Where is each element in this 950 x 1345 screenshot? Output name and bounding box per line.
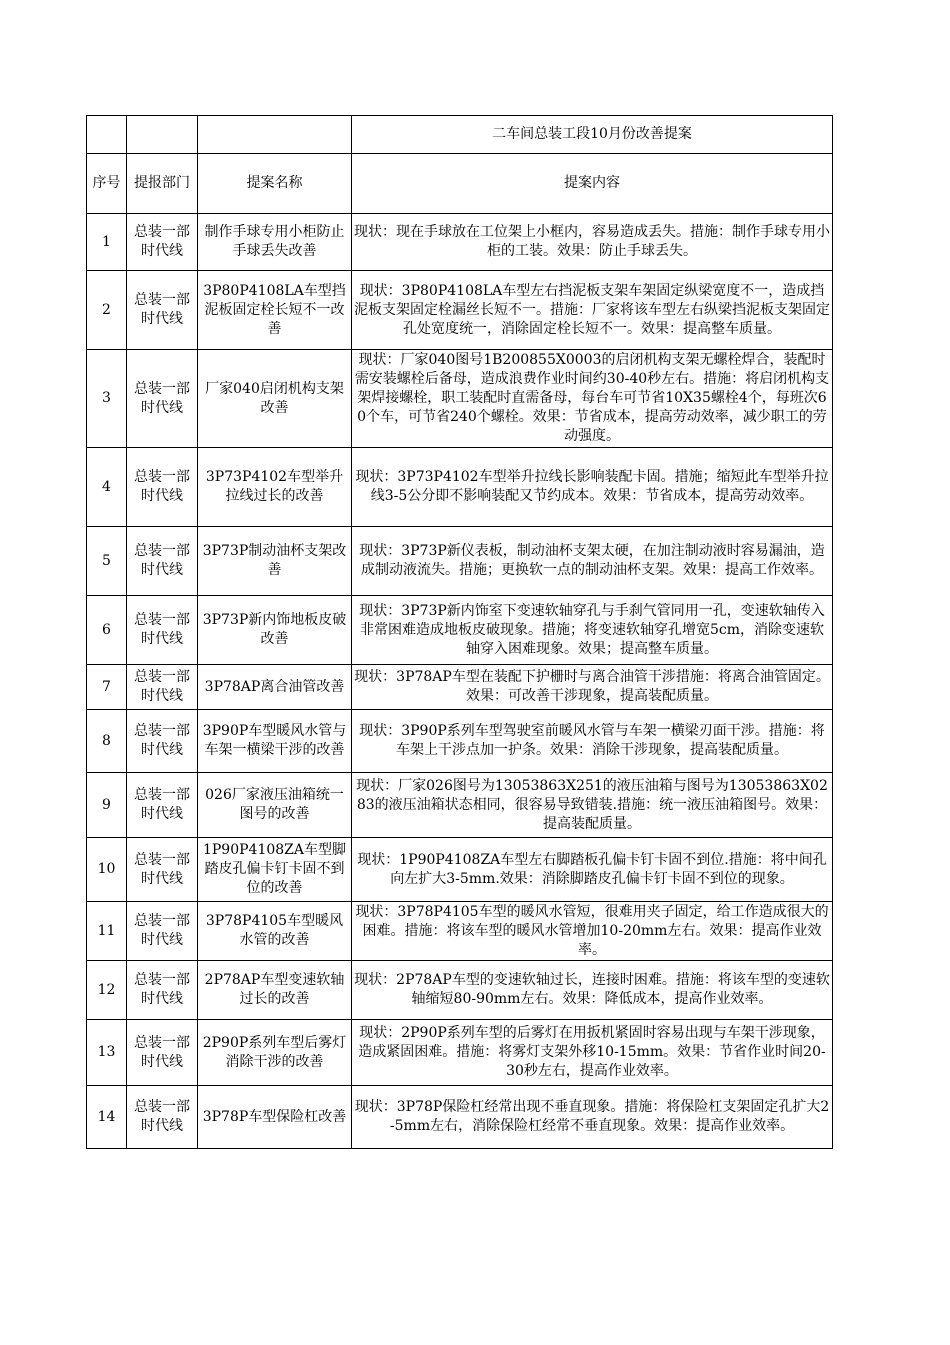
blank-cell (127, 116, 198, 154)
cell-dept: 总装一部时代线 (127, 1020, 198, 1086)
blank-cell (198, 116, 352, 154)
cell-dept: 总装一部时代线 (127, 902, 198, 961)
table-title: 二车间总装工段10月份改善提案 (352, 116, 833, 154)
cell-content: 现状：3P73P新内饰室下变速软轴穿孔与手刹气管同用一孔，变速软轴传入非常困难造成地板皮破现象。措施；将变速软轴穿孔增宽5cm，消除变速软轴穿入困难现象。效果；提高整车质量。 (352, 596, 833, 665)
cell-dept: 总装一部时代线 (127, 773, 198, 838)
table-row (87, 710, 833, 773)
cell-name: 3P78AP离合油管改善 (198, 665, 352, 710)
cell-name: 026厂家液压油箱统一图号的改善 (198, 773, 352, 838)
table-row (87, 271, 833, 350)
cell-dept: 总装一部时代线 (127, 527, 198, 596)
cell-name: 3P78P车型保险杠改善 (198, 1086, 352, 1149)
cell-seq: 14 (87, 1086, 127, 1149)
cell-name: 3P80P4108LA车型挡泥板固定栓长短不一改善 (198, 271, 352, 350)
cell-seq: 12 (87, 961, 127, 1020)
cell-content: 现状：3P78AP车型在装配下护栅时与离合油管干涉措施：将离合油管固定。效果：可改善干涉现象，提高装配质量。 (352, 665, 833, 710)
blank-cell (87, 116, 127, 154)
cell-seq: 8 (87, 710, 127, 773)
table-row (87, 665, 833, 710)
table-row (87, 1086, 833, 1149)
table-row (87, 527, 833, 596)
cell-dept: 总装一部时代线 (127, 214, 198, 271)
cell-content: 现状：2P78AP车型的变速软轴过长，连接时困难。措施：将该车型的变速软轴缩短80-90mm左右。效果：降低成本，提高作业效率。 (352, 961, 833, 1020)
cell-seq: 13 (87, 1020, 127, 1086)
table-row (87, 596, 833, 665)
cell-seq: 5 (87, 527, 127, 596)
cell-content: 现状：3P73P新仪表板，制动油杯支架太硬，在加注制动液时容易漏油，造成制动液流失。措施；更换软一点的制动油杯支架。效果：提高工作效率。 (352, 527, 833, 596)
table-row (87, 1020, 833, 1086)
header-seq: 序号 (87, 154, 127, 214)
cell-content: 现状：现在手球放在工位架上小框内，容易造成丢失。措施：制作手球专用小柜的工装。效果：防止手球丢失。 (352, 214, 833, 271)
cell-dept: 总装一部时代线 (127, 665, 198, 710)
cell-name: 2P78AP车型变速软轴过长的改善 (198, 961, 352, 1020)
cell-content: 现状：3P73P4102车型举升拉线长影响装配卡固。措施；缩短此车型举升拉线3-5公分即不影响装配又节约成本。效果：节省成本，提高劳动效率。 (352, 448, 833, 527)
cell-name: 3P90P车型暖风水管与车架一横梁干涉的改善 (198, 710, 352, 773)
header-content: 提案内容 (352, 154, 833, 214)
proposal-table (86, 115, 833, 1149)
cell-seq: 3 (87, 350, 127, 448)
cell-dept: 总装一部时代线 (127, 1086, 198, 1149)
cell-seq: 4 (87, 448, 127, 527)
cell-seq: 10 (87, 838, 127, 902)
cell-seq: 9 (87, 773, 127, 838)
cell-dept: 总装一部时代线 (127, 596, 198, 665)
cell-content: 现状：3P80P4108LA车型左右挡泥板支架车架固定纵梁宽度不一，造成挡泥板支架固定栓漏丝长短不一。措施：厂家将该车型左右纵梁挡泥板支架固定孔处宽度统一，消除固定栓长短不一。效果：提高整车质量。 (352, 271, 833, 350)
header-name: 提案名称 (198, 154, 352, 214)
cell-content: 现状：厂家040图号1B200855X0003的启闭机构支架无螺栓焊合，装配时需安装螺栓后备母，造成浪费作业时间约30-40秒左右。措施：将启闭机构支架焊接螺栓，职工装配时直需备母，每台车可节省10X35螺栓4个，每班次60个车，可节省240个螺栓。效果：节省成本，提高劳动效率，减少职工的劳动强度。 (352, 350, 833, 448)
header-row (87, 154, 833, 214)
cell-seq: 6 (87, 596, 127, 665)
table-row (87, 448, 833, 527)
cell-content: 现状：3P90P系列车型驾驶室前暖风水管与车架一横梁刃面干涉。措施：将车架上干涉点加一护条。效果：消除干涉现象，提高装配质量。 (352, 710, 833, 773)
table-row (87, 961, 833, 1020)
title-row (87, 116, 833, 154)
table-row (87, 773, 833, 838)
cell-content: 现状：3P78P保险杠经常出现不垂直现象。措施：将保险杠支架固定孔扩大2-5mm左右，消除保险杠经常不垂直现象。效果：提高作业效率。 (352, 1086, 833, 1149)
cell-name: 3P73P制动油杯支架改善 (198, 527, 352, 596)
cell-seq: 7 (87, 665, 127, 710)
cell-name: 1P90P4108ZA车型脚踏皮孔偏卡钉卡固不到位的改善 (198, 838, 352, 902)
cell-content: 现状：厂家026图号为13053863X251的液压油箱与图号为13053863X0283的液压油箱状态相同，很容易导致错装.措施：统一液压油箱图号。效果：提高装配质量。 (352, 773, 833, 838)
cell-dept: 总装一部时代线 (127, 961, 198, 1020)
header-dept: 提报部门 (127, 154, 198, 214)
table-row (87, 902, 833, 961)
cell-content: 现状：2P90P系列车型的后雾灯在用扳机紧固时容易出现与车架干涉现象，造成紧固困难。措施：将雾灯支架外移10-15mm。效果：节省作业时间20-30秒左右，提高作业效率。 (352, 1020, 833, 1086)
cell-dept: 总装一部时代线 (127, 271, 198, 350)
table-row (87, 350, 833, 448)
cell-seq: 2 (87, 271, 127, 350)
table-row (87, 214, 833, 271)
cell-name: 3P73P新内饰地板皮破改善 (198, 596, 352, 665)
cell-content: 现状：1P90P4108ZA车型左右脚踏板孔偏卡钉卡固不到位.措施：将中间孔向左扩大3-5mm.效果：消除脚踏皮孔偏卡钉卡固不到位的现象。 (352, 838, 833, 902)
cell-name: 制作手球专用小柜防止手球丢失改善 (198, 214, 352, 271)
cell-name: 2P90P系列车型后雾灯消除干涉的改善 (198, 1020, 352, 1086)
cell-dept: 总装一部时代线 (127, 838, 198, 902)
cell-content: 现状：3P78P4105车型的暖风水管短，很难用夹子固定，给工作造成很大的困难。措施：将该车型的暖风水管增加10-20mm左右。效果：提高作业效率。 (352, 902, 833, 961)
cell-name: 3P73P4102车型举升拉线过长的改善 (198, 448, 352, 527)
cell-dept: 总装一部时代线 (127, 448, 198, 527)
cell-name: 3P78P4105车型暖风水管的改善 (198, 902, 352, 961)
cell-seq: 11 (87, 902, 127, 961)
cell-dept: 总装一部时代线 (127, 350, 198, 448)
cell-seq: 1 (87, 214, 127, 271)
cell-name: 厂家040启闭机构支架改善 (198, 350, 352, 448)
table-row (87, 838, 833, 902)
cell-dept: 总装一部时代线 (127, 710, 198, 773)
